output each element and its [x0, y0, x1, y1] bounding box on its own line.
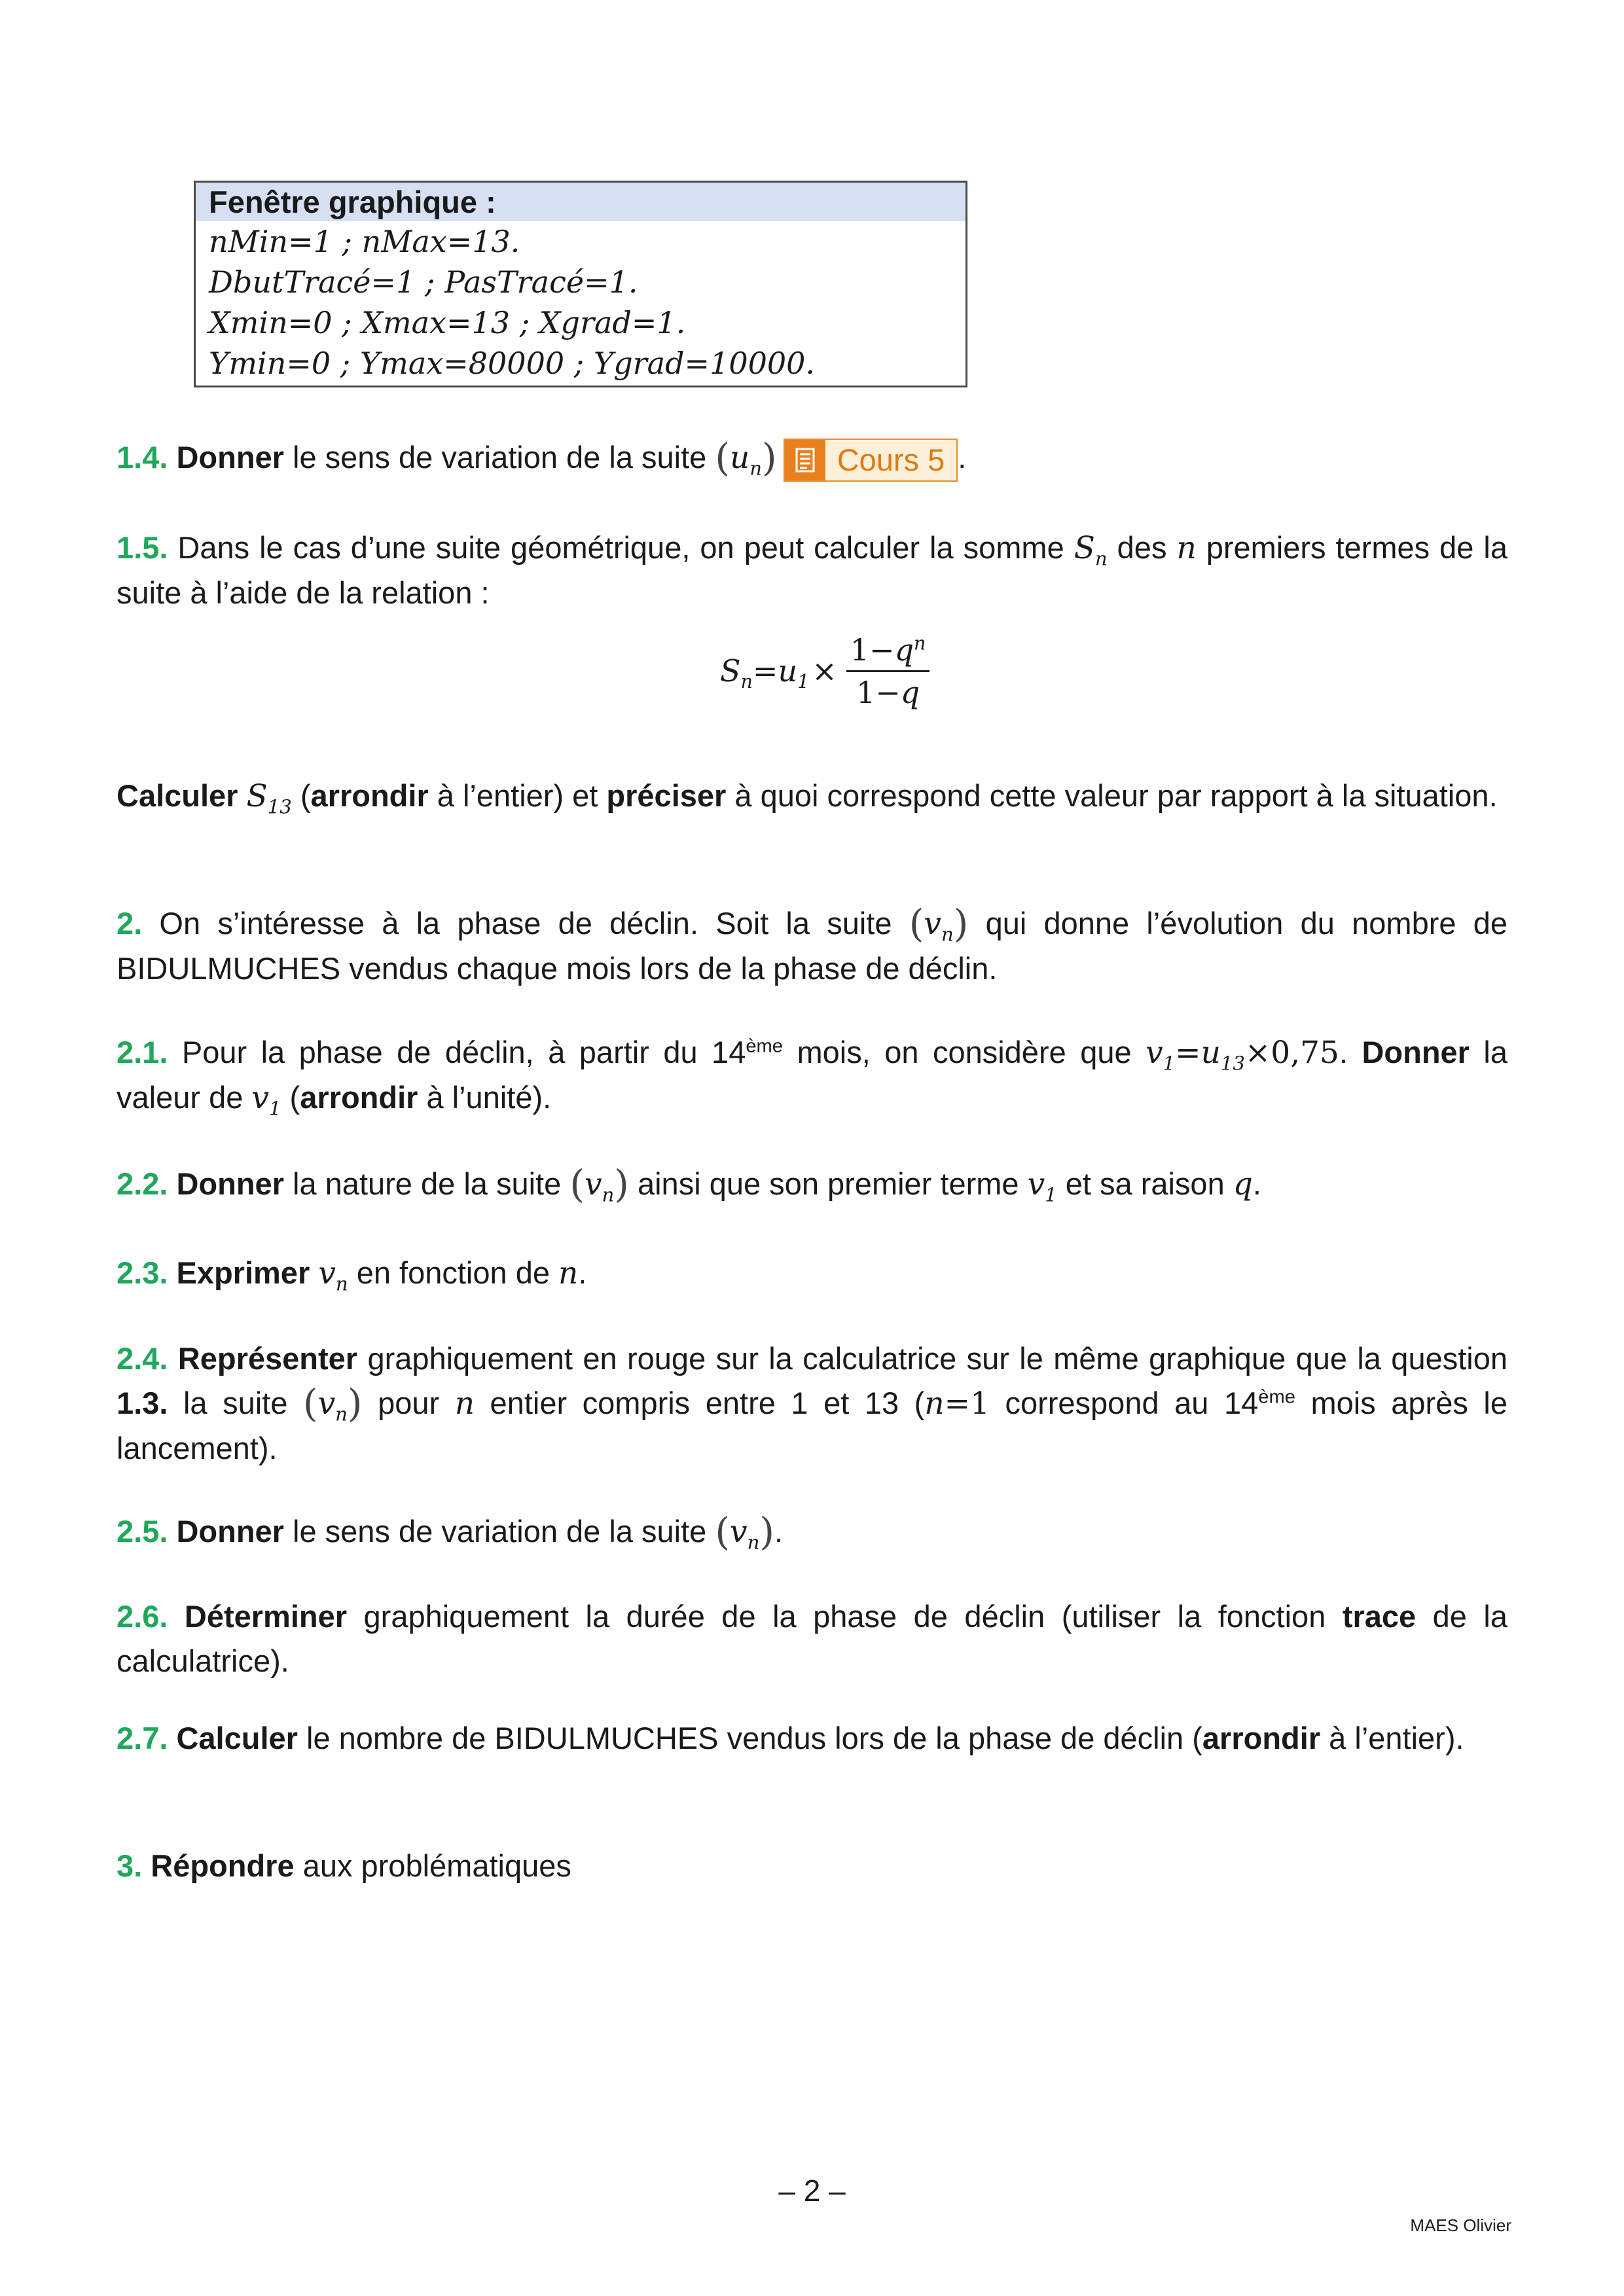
question-text: des — [1107, 530, 1177, 565]
math-v1-definition: $v_1=u_{13}\times 0,75$ — [1146, 1035, 1339, 1075]
question-text: pour — [362, 1386, 455, 1420]
math-v1: $v_1$ — [1027, 1166, 1057, 1206]
math-n: n — [558, 1255, 579, 1291]
instruction-verb: Exprimer — [176, 1255, 310, 1290]
question-text: . — [1252, 1166, 1261, 1201]
question-text: à l’entier). — [1320, 1721, 1464, 1755]
instruction-verb: Calculer — [117, 778, 238, 813]
math-v-n: $v_n$ — [318, 1255, 348, 1295]
question-number: 1.4. — [117, 440, 168, 475]
sequence-v-n: $(v_n)$ — [715, 1509, 774, 1554]
instruction-verb: préciser — [606, 778, 727, 813]
question-2-5 — [117, 1509, 1507, 1554]
cours-5-link[interactable] — [784, 439, 958, 482]
question-text: le nombre de BIDULMUCHES vendus lors de la phase de déclin ( — [297, 1721, 1202, 1755]
question-1-5-calc — [117, 774, 1507, 819]
question-number: 2.5. — [117, 1514, 168, 1549]
instruction-verb: Calculer — [176, 1721, 298, 1755]
question-number: 2.2. — [117, 1166, 168, 1201]
question-text: graphiquement en rouge sur la calculatrice sur le même graphique que la question — [357, 1341, 1507, 1376]
question-text: premiers termes de la suite à l’aide de la relation : — [117, 530, 1507, 610]
question-2 — [117, 901, 1507, 991]
math-s-13: $S_{13}$ — [246, 778, 292, 818]
question-text: mois, on considère que — [783, 1035, 1146, 1069]
question-number: 2.1. — [117, 1035, 168, 1069]
question-number: 1.5. — [117, 530, 168, 565]
question-number: 2.7. — [117, 1721, 168, 1755]
question-number: 3. — [117, 1848, 143, 1883]
question-number: 2.3. — [117, 1255, 168, 1290]
instruction-verb: Répondre — [151, 1848, 295, 1883]
question-text: ainsi que son premier terme — [628, 1166, 1028, 1201]
sequence-v-n: $(v_n)$ — [909, 901, 969, 946]
question-text: la valeur de — [117, 1035, 1507, 1115]
question-2-2 — [117, 1162, 1507, 1207]
question-text: et sa raison — [1056, 1166, 1233, 1201]
instruction-verb: arrondir — [310, 778, 429, 813]
question-text: entier compris entre 1 et 13 ( — [474, 1386, 925, 1420]
math-q: q — [1233, 1166, 1253, 1202]
question-text: aux problématiques — [294, 1848, 571, 1883]
graph-window-line: DbutTracé=1 ; PasTracé=1. — [209, 264, 638, 300]
superscript: ème — [746, 1035, 784, 1057]
question-2-1 — [117, 1030, 1507, 1121]
superscript: ème — [1258, 1386, 1295, 1408]
instruction-verb: Donner — [1362, 1035, 1470, 1069]
question-1-5 — [117, 526, 1507, 615]
question-3 — [117, 1844, 1507, 1888]
question-2-7 — [117, 1716, 1507, 1761]
question-text: la suite — [168, 1386, 303, 1420]
question-text: Pour la phase de déclin, à partir du 14 — [168, 1035, 746, 1069]
question-number: 2.6. — [117, 1599, 168, 1634]
instruction-verb: Donner — [176, 1514, 284, 1549]
sequence-v-n: $(v_n)$ — [302, 1381, 363, 1426]
question-reference: 1.3. — [117, 1386, 168, 1420]
graph-window-box — [194, 181, 967, 387]
math-v1: $v_1$ — [251, 1080, 281, 1120]
graph-window-line: Ymin=0 ; Ymax=80000 ; Ygrad=10000. — [209, 346, 816, 381]
question-number: 2. — [117, 906, 143, 941]
question-2-3 — [117, 1251, 1507, 1296]
sum-formula: $S_n$ = $u_1$ × $\frac{1-q^n}{1-q}$ — [720, 628, 929, 713]
question-text: en fonction de — [348, 1255, 559, 1290]
cours-label: Cours 5 — [825, 440, 957, 480]
question-text: . — [774, 1514, 784, 1549]
instruction-verb: Donner — [176, 1166, 284, 1201]
instruction-verb: Donner — [176, 440, 284, 475]
page-number: – 2 – — [778, 2174, 846, 2208]
question-text: . — [1339, 1035, 1362, 1069]
graph-window-line: nMin=1 ; nMax=13. — [209, 224, 520, 259]
question-text: correspond au 14 — [989, 1386, 1259, 1420]
sequence-u-n: $(u_n)$ — [715, 435, 777, 480]
sequence-v-n: $(v_n)$ — [569, 1162, 629, 1206]
question-number: 2.4. — [117, 1341, 168, 1376]
question-text: à l’entier) et — [428, 778, 607, 813]
question-text: à quoi correspond cette valeur par rapport à la situation. — [726, 778, 1498, 813]
graph-window-line: Xmin=0 ; Xmax=13 ; Xgrad=1. — [209, 305, 686, 340]
graph-window-title: Fenêtre graphique : — [196, 183, 965, 221]
instruction-verb: Déterminer — [184, 1599, 348, 1634]
math-s-n: $S_n$ — [1074, 530, 1108, 570]
instruction-verb: arrondir — [1202, 1721, 1321, 1755]
question-text: qui donne l’évolution du nombre de BIDULMUCHES vendus chaque mois lors de la phase de déclin. — [117, 906, 1508, 986]
author-name: MAES Olivier — [1410, 2215, 1511, 2235]
question-text: à l’unité). — [418, 1080, 552, 1115]
instruction-verb: arrondir — [300, 1080, 418, 1115]
question-text: On s’intéresse à la phase de déclin. Soit la suite — [142, 906, 909, 941]
question-text: . — [578, 1255, 587, 1290]
math-n: n — [1176, 530, 1197, 566]
question-text: graphiquement la durée de la phase de déclin (utiliser la fonction — [347, 1599, 1343, 1634]
question-text: mois après le lancement). — [117, 1386, 1507, 1465]
question-text: ( — [291, 778, 311, 813]
instruction-verb: trace — [1342, 1599, 1416, 1634]
question-text: Dans le cas d’une suite géométrique, on peut calculer la somme — [168, 530, 1074, 565]
fraction: $\frac{1-q^n}{1-q}$ — [846, 632, 930, 710]
question-text: ( — [281, 1080, 300, 1115]
question-2-6 — [117, 1594, 1507, 1683]
question-2-4 — [117, 1336, 1507, 1471]
question-text: de la calculatrice). — [117, 1599, 1507, 1678]
question-1-4: 1.4. Donner le sens de variation de la suite $(u_n)$ Cours 5 . — [117, 435, 1507, 482]
math-n-equals-1: n=1 — [924, 1386, 990, 1422]
question-text: le sens de variation de la suite — [283, 440, 715, 475]
instruction-verb: Représenter — [177, 1341, 358, 1376]
document-icon — [785, 440, 825, 480]
question-text: la nature de la suite — [283, 1166, 570, 1201]
question-text: le sens de variation de la suite — [283, 1514, 715, 1549]
math-n: n — [454, 1386, 475, 1422]
